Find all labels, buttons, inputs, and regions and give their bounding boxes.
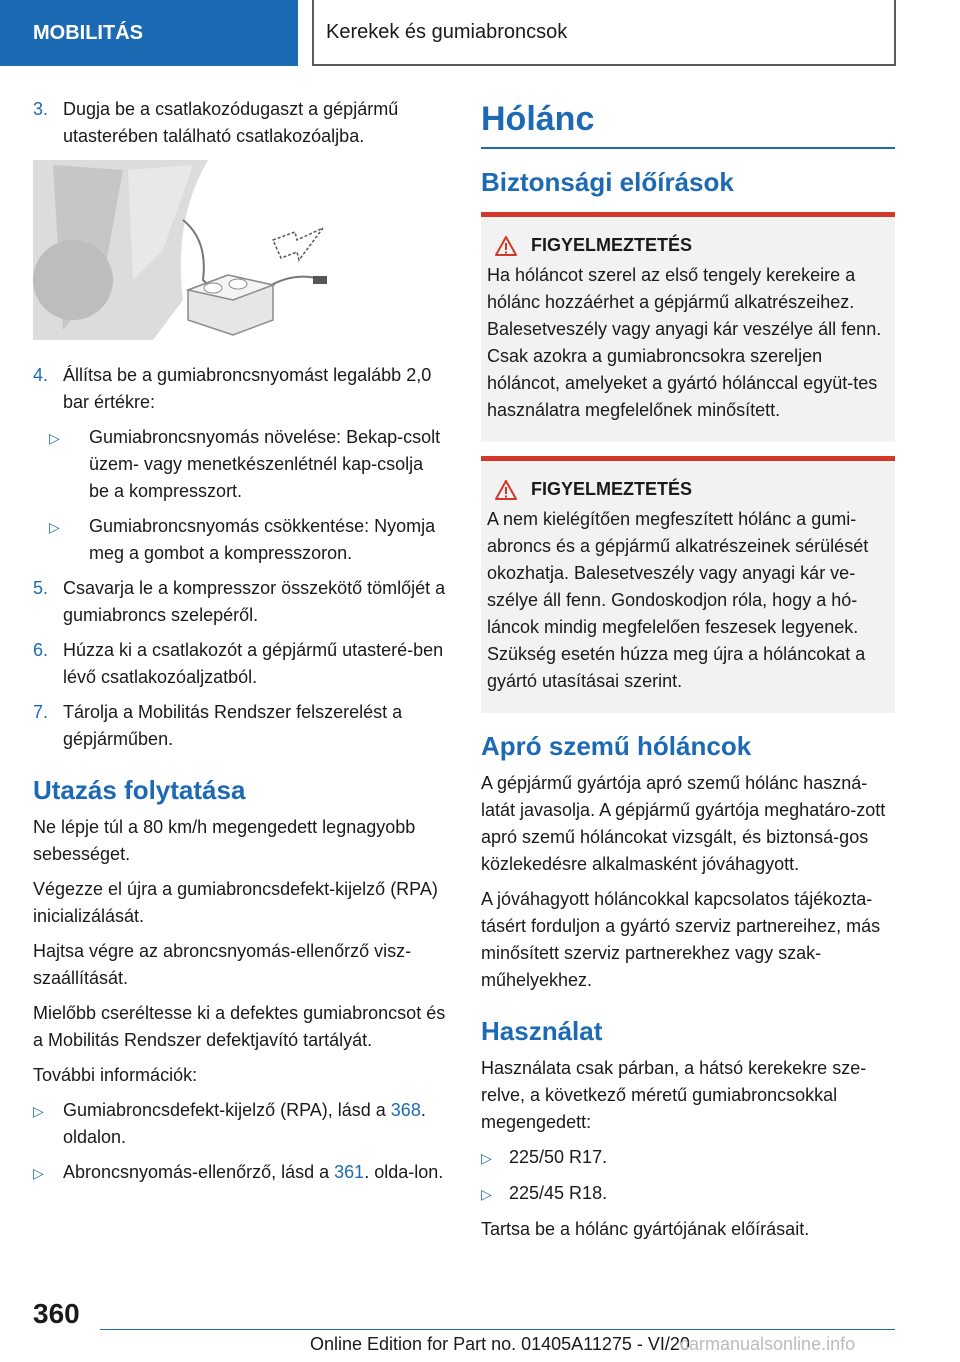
paragraph: Mielőbb cseréltesse ki a defektes gumiabroncsot és a Mobilitás Rendszer defektjavító tartályát. (33, 1003, 446, 1050)
list-item (481, 1144, 895, 1172)
step-6 (33, 637, 447, 691)
triangle-bullet-icon: ▷ (49, 519, 60, 535)
step-4 (33, 362, 447, 416)
warning-box (481, 212, 895, 442)
reference-text (63, 1159, 443, 1187)
reference-prefix: Abroncsnyomás-ellenőrző, lásd a (63, 1162, 335, 1182)
list-item-text: Gumiabroncsnyomás csökkentése: Nyomja meg a gombot a kompresszoron. (89, 516, 436, 563)
reference-prefix: Gumiabroncsdefekt-kijelző (RPA), lásd a (63, 1100, 391, 1120)
triangle-bullet-icon: ▷ (481, 1186, 492, 1202)
step-text: Húzza ki a csatlakozót a gépjármű utasteré-ben lévő csatlakozóaljzatból. (63, 640, 444, 687)
footer-divider (100, 1329, 895, 1330)
left-column (33, 96, 447, 1195)
paragraph: Ne lépje túl a 80 km/h megengedett legnagyobb sebességet. (33, 817, 416, 864)
step-text: Csavarja le a kompresszor összekötő tömlőjét a gumiabroncs szelepéről. (63, 578, 446, 625)
warning-body: Ha hóláncot szerel az első tengely kerekeire a hólánc hozzáérhet a gépjármű alkatrészeihez. Balesetveszély vagy anyagi kár veszélye áll fenn. Csak azokra a gumiabroncsokra szereljen hóláncot, amelyeket a gyártó hólánccal együt-tes használatra megfelelőnek minősített. (487, 265, 882, 420)
step-number: 7. (33, 702, 49, 722)
reference-item (33, 1159, 447, 1187)
list-item-text: 225/50 R17. (509, 1147, 608, 1167)
list-item-text: Gumiabroncsnyomás növelése: Bekap-csolt üzem- vagy menetkészenlétnél kap-csolja be a kompresszort. (89, 427, 441, 501)
paragraph: Hajtsa végre az abroncsnyomás-ellenőrző visz-szaállítását. (33, 941, 412, 988)
warning-triangle-icon (495, 480, 517, 500)
page-link-368[interactable]: 368 (390, 1100, 421, 1120)
warning-title (487, 479, 887, 500)
paragraph: A gépjármű gyártója apró szemű hólánc haszná-latát javasolja. A gépjármű gyártója meghatáro-zott apró szemű hóláncokat vizsgált, és biztonsá-gos közlekedésre alkalmasként jóváhagyott. (481, 773, 886, 874)
warning-box (481, 456, 895, 713)
watermark: carmanualsonline.info (680, 1334, 856, 1354)
section-heading: Használat (481, 1016, 603, 1046)
compressor-illustration (33, 160, 447, 340)
paragraph: Végezze el újra a gumiabroncsdefekt-kijelző (RPA) inicializálását. (33, 879, 438, 926)
step-3 (33, 96, 447, 150)
triangle-bullet-icon: ▷ (33, 1165, 44, 1181)
reference-text (63, 1097, 447, 1151)
step-number: 6. (33, 640, 49, 660)
step-text: Tárolja a Mobilitás Rendszer felszerelést a gépjárműben. (63, 702, 403, 749)
list-item (33, 424, 447, 505)
warning-triangle-icon (495, 236, 517, 256)
paragraph: Használata csak párban, a hátsó kerekekre sze-relve, a következő méretű gumiabroncsokkal megengedett: (481, 1058, 867, 1132)
paragraph: A jóváhagyott hóláncokkal kapcsolatos tájékozta-tásért forduljon a gyártó szerviz partnereihez, más minősített szerviz partnerekhez vagy szak-műhelyekhez. (481, 889, 881, 990)
triangle-bullet-icon: ▷ (49, 430, 60, 446)
warning-title-text: FIGYELMEZTETÉS (531, 479, 693, 499)
page-number: 360 (33, 1298, 80, 1329)
step-number: 3. (33, 99, 49, 119)
compressor-illustration-graphic (33, 160, 447, 340)
section-heading: Apró szemű hóláncok (481, 731, 752, 761)
warning-title-text: FIGYELMEZTETÉS (531, 235, 693, 255)
paragraph: További információk: (33, 1065, 198, 1085)
header-section: MOBILITÁS (0, 0, 298, 66)
list-item (33, 513, 447, 567)
footer-edition: Online Edition for Part no. 01405A11275 - VI/20 (310, 1334, 690, 1354)
warning-body: A nem kielégítően megfeszített hólánc a gumi-abroncs és a gépjármű alkatrészeinek sérülését okozhatja. Balesetveszély vagy anyagi kár ve-szélye áll fenn. Gondoskodjon róla, hogy a hó-láncok mindig megfelelően feszesek legyenek. Szükség esetén húzza meg újra a hóláncokat a gyártó utasításai szerint. (487, 509, 869, 691)
page-link-361[interactable]: 361 (334, 1162, 365, 1182)
step-text: Állítsa be a gumiabroncsnyomást legalább 2,0 bar értékre: (63, 365, 432, 412)
triangle-bullet-icon: ▷ (33, 1103, 44, 1119)
warning-title (487, 235, 887, 256)
section-heading: Utazás folytatása (33, 775, 246, 805)
step-number: 5. (33, 578, 49, 598)
step-number: 4. (33, 365, 49, 385)
section-heading: Biztonsági előírások (481, 167, 734, 197)
reference-item (33, 1097, 447, 1151)
paragraph: Tartsa be a hólánc gyártójának előírásait. (481, 1219, 810, 1239)
right-column (481, 100, 895, 1251)
step-7 (33, 699, 447, 753)
reference-suffix: . olda-lon. (364, 1162, 444, 1182)
triangle-bullet-icon: ▷ (481, 1150, 492, 1166)
page-title: Hólánc (481, 100, 895, 149)
list-item (481, 1180, 895, 1208)
reference-suffix: . oldalon. (63, 1100, 426, 1147)
list-item-text: 225/45 R18. (509, 1183, 608, 1203)
step-text: Dugja be a csatlakozódugaszt a gépjármű utasterében található csatlakozóaljba. (63, 99, 399, 146)
header-chapter: Kerekek és gumiabroncsok (312, 0, 896, 66)
step-5 (33, 575, 447, 629)
